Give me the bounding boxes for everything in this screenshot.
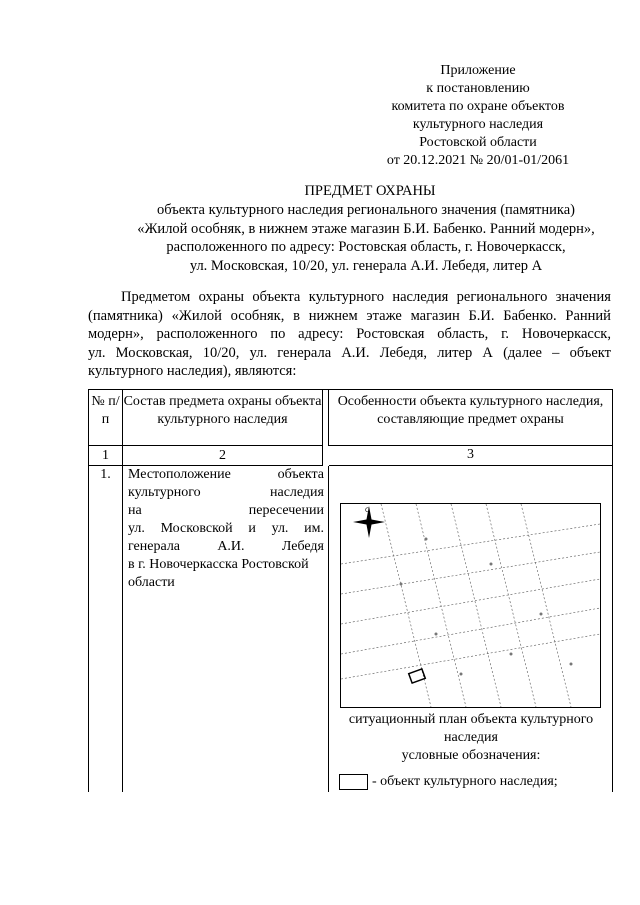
intro-line <box>88 325 611 344</box>
intro-line <box>88 307 611 326</box>
location-word: ул. <box>128 521 145 536</box>
intro-word: область, <box>437 326 489 342</box>
subtitle-line: «Жилой особняк, в нижнем этаже магазин Б.И. Бабенко. Ранний модерн», <box>137 220 595 237</box>
intro-word: культурного <box>308 289 384 305</box>
heritage-object-marker <box>409 669 426 683</box>
intro-word: А <box>482 344 493 361</box>
intro-word: ул. <box>88 344 106 361</box>
intro-word: Б.И. <box>468 307 495 324</box>
location-word: наследия <box>270 485 324 500</box>
intro-word: адресу: <box>298 326 344 342</box>
legend-item <box>339 773 558 791</box>
situation-map-drawing <box>341 504 600 707</box>
intro-word: (памятника) <box>88 307 163 324</box>
intro-word: расположенного <box>156 326 258 342</box>
intro-word: генерала <box>277 344 332 361</box>
intro-word: Новочеркасск, <box>521 326 611 342</box>
location-line <box>128 556 324 574</box>
subtitle-line: ул. Московская, 10/20, ул. генерала А.И. Лебедя, литер А <box>189 257 543 274</box>
intro-line <box>88 362 611 381</box>
document-title: ПРЕДМЕТ ОХРАНЫ <box>304 183 436 199</box>
header-composition: Состав предмета охраны объекта культурного наследия <box>123 390 323 446</box>
intro-word: Ранний <box>565 307 611 324</box>
subtitle-line: объекта культурного наследия регионального значения (памятника) <box>156 202 576 218</box>
location-word: объекта <box>277 467 324 482</box>
location-word: в г. Новочеркасска Ростовской <box>128 557 309 572</box>
location-word: и <box>248 521 256 536</box>
location-word: Местоположение <box>128 467 231 482</box>
legend-label: - объект культурного наследия; <box>372 774 558 789</box>
intro-word: объекта <box>252 289 301 305</box>
intro-word: регионального <box>456 289 548 305</box>
location-description <box>123 466 329 792</box>
situation-map <box>340 503 601 708</box>
intro-word: наследия <box>392 289 449 305</box>
protection-table <box>88 389 613 792</box>
location-word: пересечении <box>248 503 324 518</box>
intro-word: модерн», <box>88 326 144 342</box>
document-subtitle <box>100 201 632 275</box>
appendix-block <box>348 62 608 170</box>
location-word: А.И. <box>217 539 245 554</box>
location-line <box>128 466 324 484</box>
appendix-line: комитета по охране объектов <box>391 99 565 114</box>
legend-title: условные обозначения: <box>401 748 541 763</box>
location-line <box>128 538 324 556</box>
location-word: Московской <box>160 521 233 536</box>
location-word: области <box>128 575 175 590</box>
location-word: Лебедя <box>281 539 324 554</box>
intro-word: этаже <box>366 307 402 324</box>
intro-word: Московская, <box>115 344 193 361</box>
location-line <box>128 574 324 592</box>
location-word: им. <box>304 521 324 536</box>
intro-word: Лебедя, <box>379 344 427 361</box>
intro-word: А.И. <box>341 344 370 361</box>
row-number: 1. <box>89 466 123 792</box>
appendix-line: Приложение <box>440 63 516 78</box>
column-index: 2 <box>123 446 323 466</box>
intro-word: г. <box>501 326 510 342</box>
intro-word: магазин <box>410 307 460 324</box>
map-caption: ситуационный план объекта культурного наследия условные обозначения: <box>329 711 613 765</box>
location-word: культурного <box>128 485 201 500</box>
intro-word: Предметом <box>121 289 191 305</box>
intro-word: литер <box>437 344 473 361</box>
intro-word: по <box>270 326 286 342</box>
intro-word: ул. <box>249 344 268 361</box>
column-index: 3 <box>329 446 613 466</box>
svg-text:С: С <box>365 507 370 514</box>
intro-line <box>88 344 611 363</box>
location-line <box>128 502 324 520</box>
intro-word: объект <box>569 344 611 361</box>
location-line <box>128 520 324 538</box>
intro-word: особняк, <box>230 307 285 324</box>
intro-line <box>88 288 611 307</box>
column-index: 1 <box>89 446 123 466</box>
intro-word: культурного наследия), являются: <box>88 363 297 379</box>
intro-word: нижнем <box>308 307 358 324</box>
intro-word: 10/20, <box>202 344 240 361</box>
location-word: на <box>128 503 142 518</box>
appendix-line: Ростовской области <box>419 135 537 150</box>
intro-paragraph <box>88 288 611 381</box>
appendix-line: культурного наследия <box>412 117 544 132</box>
legend-box-icon <box>339 774 368 790</box>
location-features <box>329 466 613 792</box>
location-word: ул. <box>271 521 289 536</box>
intro-word: охраны <box>198 289 244 305</box>
intro-word: – <box>552 344 560 361</box>
intro-word: Ростовская <box>356 326 425 342</box>
intro-word: Бабенко. <box>503 307 557 324</box>
appendix-line: к постановлению <box>426 81 530 96</box>
intro-word: «Жилой <box>171 307 222 324</box>
location-line <box>128 484 324 502</box>
location-word: генерала <box>128 539 181 554</box>
intro-word: в <box>293 307 300 324</box>
intro-word: значения <box>555 289 611 305</box>
header-number: № п/п <box>89 390 123 446</box>
subtitle-line: расположенного по адресу: Ростовская область, г. Новочеркасск, <box>166 239 566 255</box>
header-features: Особенности объекта культурного наследия, составляющие предмет охраны <box>329 390 613 446</box>
intro-word: (далее <box>503 344 542 361</box>
north-arrow-icon <box>353 506 385 538</box>
appendix-line: от 20.12.2021 № 20/01-01/2061 <box>386 153 570 168</box>
